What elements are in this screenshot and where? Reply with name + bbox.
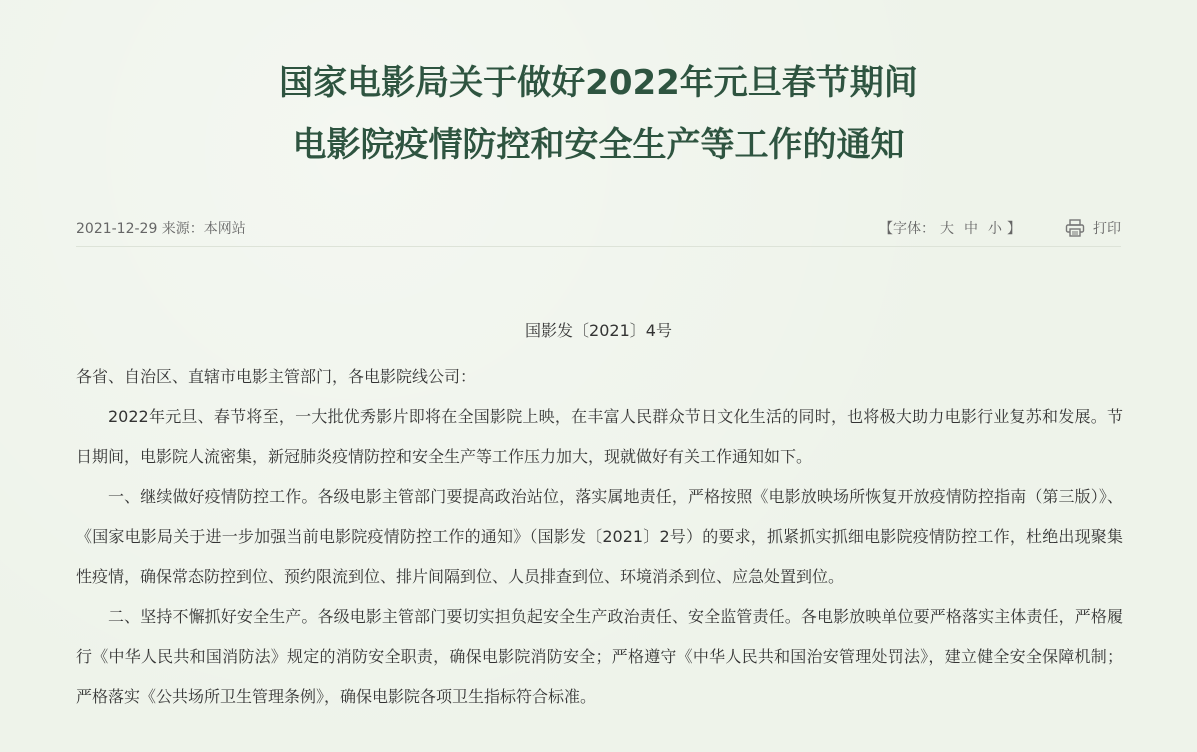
font-size-suffix: 】 xyxy=(1007,221,1021,237)
font-size-prefix: 【字体： xyxy=(879,221,935,237)
article-title-line-2: 电影院疫情防控和安全生产等工作的通知 xyxy=(292,125,905,165)
paragraph-epidemic-control: 一、继续做好疫情防控工作。各级电影主管部门要提高政治站位，落实属地责任，严格按照《电影放映场所恢复开放疫情防控指南（第三版）》、《国家电影局关于进一步加强当前电影院疫情防控工作的通知》（国影发〔2021〕2号）的要求，抓紧抓实抓细电影院疫情防控工作，杜绝出现聚集性疫情，确保常态防控到位、预约限流到位、排片间隔到位、人员排查到位、环境消杀到位、应急处置到位。 xyxy=(76,487,1123,586)
font-size-small-button[interactable]: 小 xyxy=(988,221,1002,237)
printer-icon xyxy=(1065,219,1085,237)
font-size-medium-button[interactable]: 中 xyxy=(964,221,978,237)
article-tools xyxy=(879,218,1121,238)
print-label: 打印 xyxy=(1093,221,1121,237)
document-number: 国影发〔2021〕4号 xyxy=(525,321,672,340)
article-title xyxy=(0,52,1197,176)
salutation: 各省、自治区、直辖市电影主管部门，各电影院线公司： xyxy=(76,367,477,386)
article-title-line-1: 国家电影局关于做好2022年元旦春节期间 xyxy=(279,63,918,103)
font-size-control xyxy=(879,218,1021,238)
paragraph-intro: 2022年元旦、春节将至，一大批优秀影片即将在全国影院上映，在丰富人民群众节日文化生活的同时，也将极大助力电影行业复苏和发展。节日期间，电影院人流密集，新冠肺炎疫情防控和安全生产等工作压力加大，现就做好有关工作通知如下。 xyxy=(76,407,1123,466)
print-button[interactable] xyxy=(1065,218,1121,238)
font-size-large-button[interactable]: 大 xyxy=(940,221,954,237)
article-meta-bar xyxy=(76,214,1121,247)
article-body xyxy=(76,357,1123,717)
publish-date-source: 2021-12-29 来源：本网站 xyxy=(76,221,246,237)
paragraph-safety-production: 二、坚持不懈抓好安全生产。各级电影主管部门要切实担负起安全生产政治责任、安全监管责任。各电影放映单位要严格落实主体责任，严格履行《中华人民共和国消防法》规定的消防安全职责，确保电影院消防安全；严格遵守《中华人民共和国治安管理处罚法》，建立健全安全保障机制；严格落实《公共场所卫生管理条例》，确保电影院各项卫生指标符合标准。 xyxy=(76,607,1123,706)
